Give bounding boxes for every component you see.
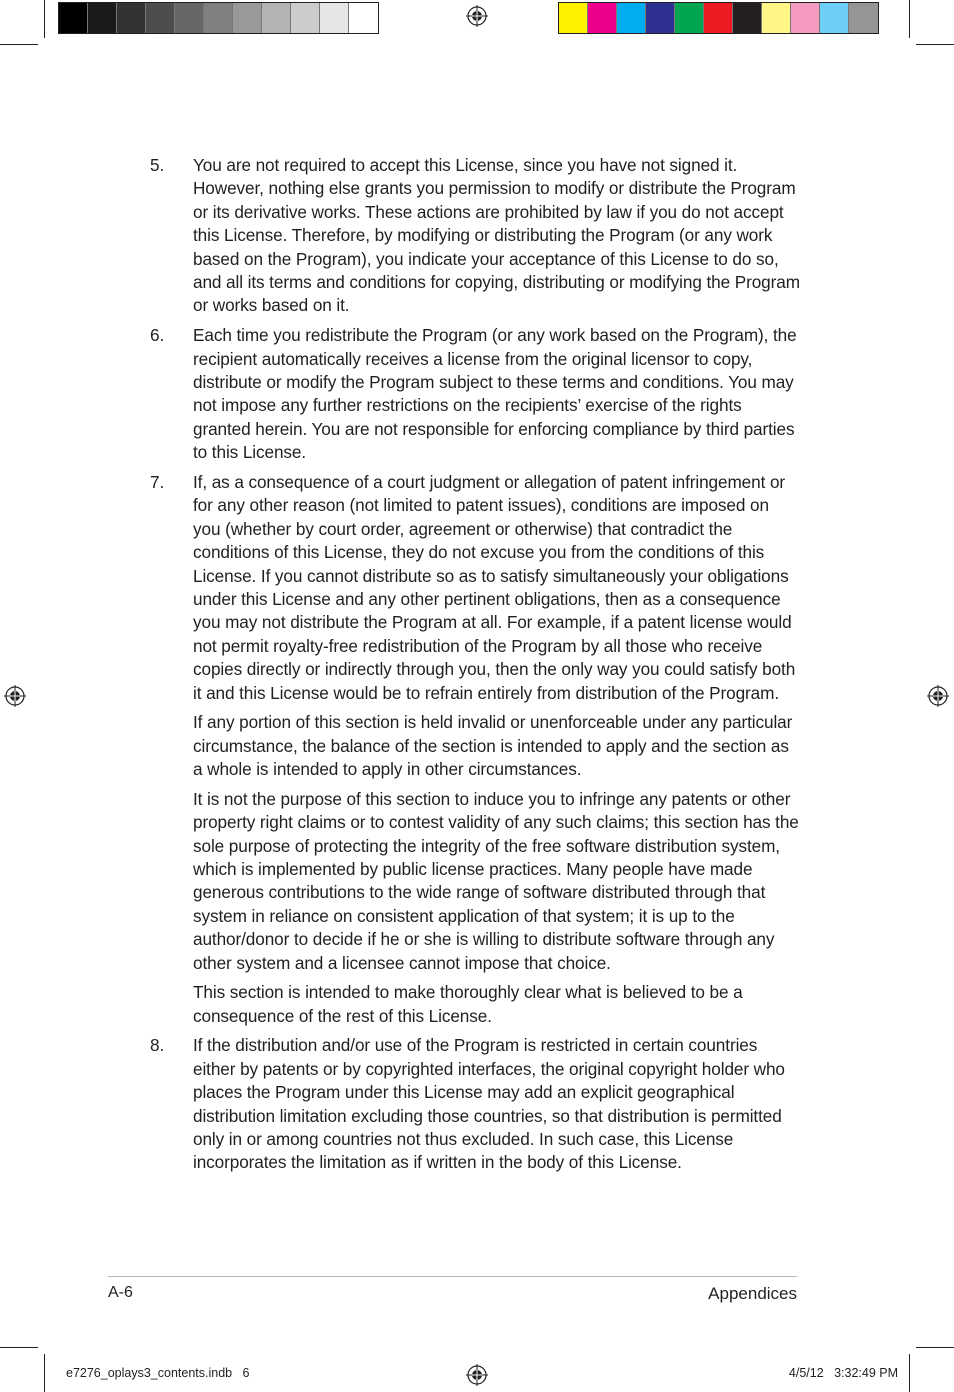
registration-mark-icon — [466, 5, 488, 27]
crop-mark — [0, 1347, 38, 1348]
color-swatch — [262, 3, 291, 33]
registration-mark-icon — [466, 1364, 488, 1386]
crop-mark — [44, 0, 45, 38]
license-text — [150, 154, 800, 1181]
license-section-5 — [150, 154, 800, 318]
crop-mark — [916, 1347, 954, 1348]
paragraph: If the distribution and/or use of the Program is restricted in certain countries either by patents or by copyrighted interfaces, the original copyright holder who places the Program under this License may add an explicit geographical distribution limitation excluding those countries, so that distribution is permitted only in or among countries not thus excluded. In such case, this License incorporates the limitation as if written in the body of this License. — [193, 1035, 785, 1173]
slug-timestamp: 4/5/12 3:32:49 PM — [788, 1366, 898, 1380]
license-section-6 — [150, 324, 800, 464]
color-swatch — [704, 3, 733, 33]
footer-section-name: Appendices — [708, 1284, 797, 1303]
grayscale-color-bar — [58, 2, 379, 34]
color-swatch — [588, 3, 617, 33]
paragraph: If any portion of this section is held invalid or unenforceable under any particular circumstance, the balance of the section is intended to apply and the section as a whole is intended to apply in other circumstances. — [193, 712, 793, 780]
color-swatch — [88, 3, 117, 33]
color-swatch — [675, 3, 704, 33]
process-color-bar — [558, 2, 879, 34]
paragraph: Each time you redistribute the Program (or any work based on the Program), the recipient automatically receives a license from the original licensor to copy, distribute or modify the Program subject to these terms and conditions. You may not impose any further restrictions on the recipients’ exercise of the rights granted herein. You are not responsible for enforcing compliance by third parties to this License. — [193, 325, 797, 463]
color-swatch — [791, 3, 820, 33]
color-swatch — [175, 3, 204, 33]
color-swatch — [117, 3, 146, 33]
color-swatch — [349, 3, 378, 33]
crop-mark — [44, 1354, 45, 1392]
color-swatch — [733, 3, 762, 33]
paragraph: You are not required to accept this License, since you have not signed it. However, nothing else grants you permission to modify or distribute the Program or its derivative works. These actions are prohibited by law if you do not accept this License. Therefore, by modifying or distributing the Program (or any work based on the Program), you indicate your acceptance of this License to do so, and all its terms and conditions for copying, distributing or modifying the Program or works based on it. — [193, 155, 800, 316]
page-number: A-6 — [108, 1284, 133, 1301]
paragraph: If, as a consequence of a court judgment or allegation of patent infringement or for any other reason (not limited to patent issues), conditions are imposed on you (whether by court order, agreement or otherwise) that contradict the conditions of this License, they do not excuse you from the conditions of this License. If you cannot distribute so as to satisfy simultaneously your obligations under this License and any other pertinent obligations, then as a consequence you may not distribute the Program at all. For example, if a patent license would not permit royalty-free redistribution of the Program by all those who receive copies directly or indirectly through you, then the only way you could satisfy both it and this License would be to refrain entirely from distribution of the Program. — [193, 471, 796, 703]
color-swatch — [617, 3, 646, 33]
color-swatch — [646, 3, 675, 33]
registration-mark-icon — [927, 685, 949, 707]
registration-mark-icon — [4, 685, 26, 707]
paragraph: This section is intended to make thoroughly clear what is believed to be a consequence of the rest of this License. — [193, 982, 743, 1026]
section-number: 6. — [150, 325, 165, 346]
crop-mark — [909, 1354, 910, 1392]
section-body — [193, 1034, 800, 1174]
section-body — [193, 471, 800, 1028]
crop-mark — [916, 44, 954, 45]
slug-filename: e7276_oplays3_contents.indb 6 — [66, 1366, 250, 1380]
license-section-8 — [150, 1034, 800, 1174]
section-number: 7. — [150, 471, 165, 492]
crop-mark — [909, 0, 910, 38]
section-body — [193, 154, 800, 318]
color-swatch — [820, 3, 849, 33]
color-swatch — [291, 3, 320, 33]
color-swatch — [233, 3, 262, 33]
section-body — [193, 324, 800, 464]
crop-mark — [0, 44, 38, 45]
license-section-7 — [150, 471, 800, 1028]
color-swatch — [849, 3, 878, 33]
color-swatch — [762, 3, 791, 33]
color-swatch — [320, 3, 349, 33]
footer-divider — [108, 1276, 797, 1277]
section-number: 5. — [150, 155, 165, 175]
color-swatch — [204, 3, 233, 33]
color-swatch — [59, 3, 88, 33]
color-swatch — [146, 3, 175, 33]
color-swatch — [559, 3, 588, 33]
section-number: 8. — [150, 1035, 165, 1056]
paragraph: It is not the purpose of this section to induce you to infringe any patents or other property right claims or to contest validity of any such claims; this section has the sole purpose of protecting the integrity of the free software distribution system, which is implemented by public license practices. Many people have made generous contributions to the wide range of software distributed through that system in reliance on consistent application of that system; it is up to the author/donor to decide if he or she is willing to distribute software through any other system and a licensee cannot impose that choice. — [193, 788, 799, 973]
